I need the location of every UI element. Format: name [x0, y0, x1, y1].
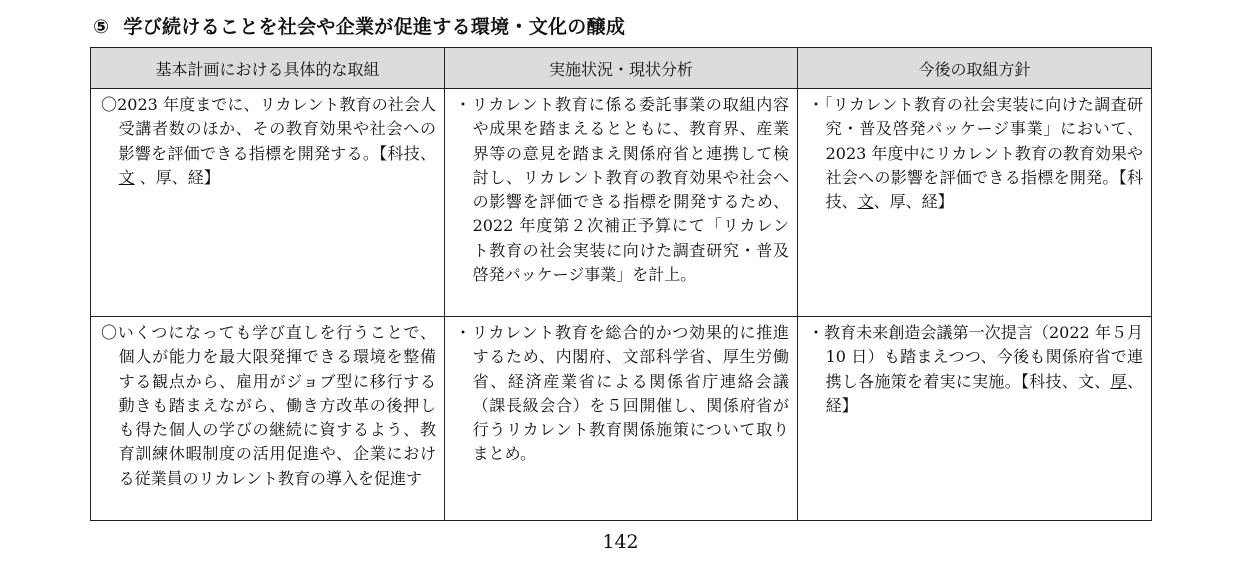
status-text: ・リカレント教育に係る委託事業の取組内容や成果を踏まえるとともに、教育界、産業界等の意見を踏まえ関係府省と連携して検討し、リカレント教育の教育効果や社会への影響を評価できる指標を開発するため、2022 年度第２次補正予算にて「リカレント教育の社会実装に向けた調査研究・普及啓発パッケージ事業」を計上。 — [455, 95, 789, 285]
table-header-row — [91, 48, 1152, 89]
plan-text: 〇2023 年度までに、リカレント教育の社会人受講者数のほか、その教育効果や社会への影響を評価できる指標を開発する。【科技、文 、厚、経】 — [101, 95, 436, 187]
plan-text: 〇いくつになっても学び直しを行うことで、個人が能力を最大限発揮できる環境を整備する観点から、雇用がジョブ型に移行する動きも踏まえながら、働き方改革の後押しも得た個人の学びの継続に資するよう、教育訓練休暇制度の活用促進や、企業における従業員のリカレント教育の導入を促進す — [101, 323, 436, 488]
policy-text: ・教育未来創造会議第一次提言（2022 年５月 10 日）も踏まえつつ、今後も関係府省で連携し各施策を着実に実施。【科技、文、厚、経】 — [808, 323, 1143, 415]
policy-cell — [798, 317, 1152, 521]
column-header-status: 実施状況・現状分析 — [445, 48, 798, 89]
underlined-ministry: 文 — [857, 192, 874, 212]
underlined-ministry: 厚 — [1110, 371, 1127, 391]
policy-cell — [798, 89, 1152, 317]
policy-table — [90, 47, 1152, 521]
table-row — [91, 317, 1152, 521]
status-cell — [445, 317, 798, 521]
section-title-text: 学び続けることを社会や企業が促進する環境・文化の醸成 — [123, 16, 626, 38]
plan-cell — [91, 317, 445, 521]
underlined-ministry: 文 — [118, 167, 135, 187]
column-header-plan: 基本計画における具体的な取組 — [91, 48, 445, 89]
page-number: 142 — [602, 531, 639, 553]
section-number: ⑤ — [93, 16, 110, 38]
plan-cell — [91, 89, 445, 317]
status-text: ・リカレント教育を総合的かつ効果的に推進するため、内閣府、文部科学省、厚生労働省、経済産業省による関係省庁連絡会議（課長級会合）を５回開催し、関係府省が行うリカレント教育関係施策について取りまとめ。 — [455, 323, 789, 464]
section-heading — [93, 12, 625, 39]
status-cell — [445, 89, 798, 317]
column-header-policy: 今後の取組方針 — [798, 48, 1152, 89]
policy-text: ・「リカレント教育の社会実装に向けた調査研究・普及啓発パッケージ事業」において、2023 年度中にリカレント教育の教育効果や社会への影響を評価できる指標を開発。【科技、文、厚、経】 — [808, 95, 1143, 212]
table-row — [91, 89, 1152, 317]
